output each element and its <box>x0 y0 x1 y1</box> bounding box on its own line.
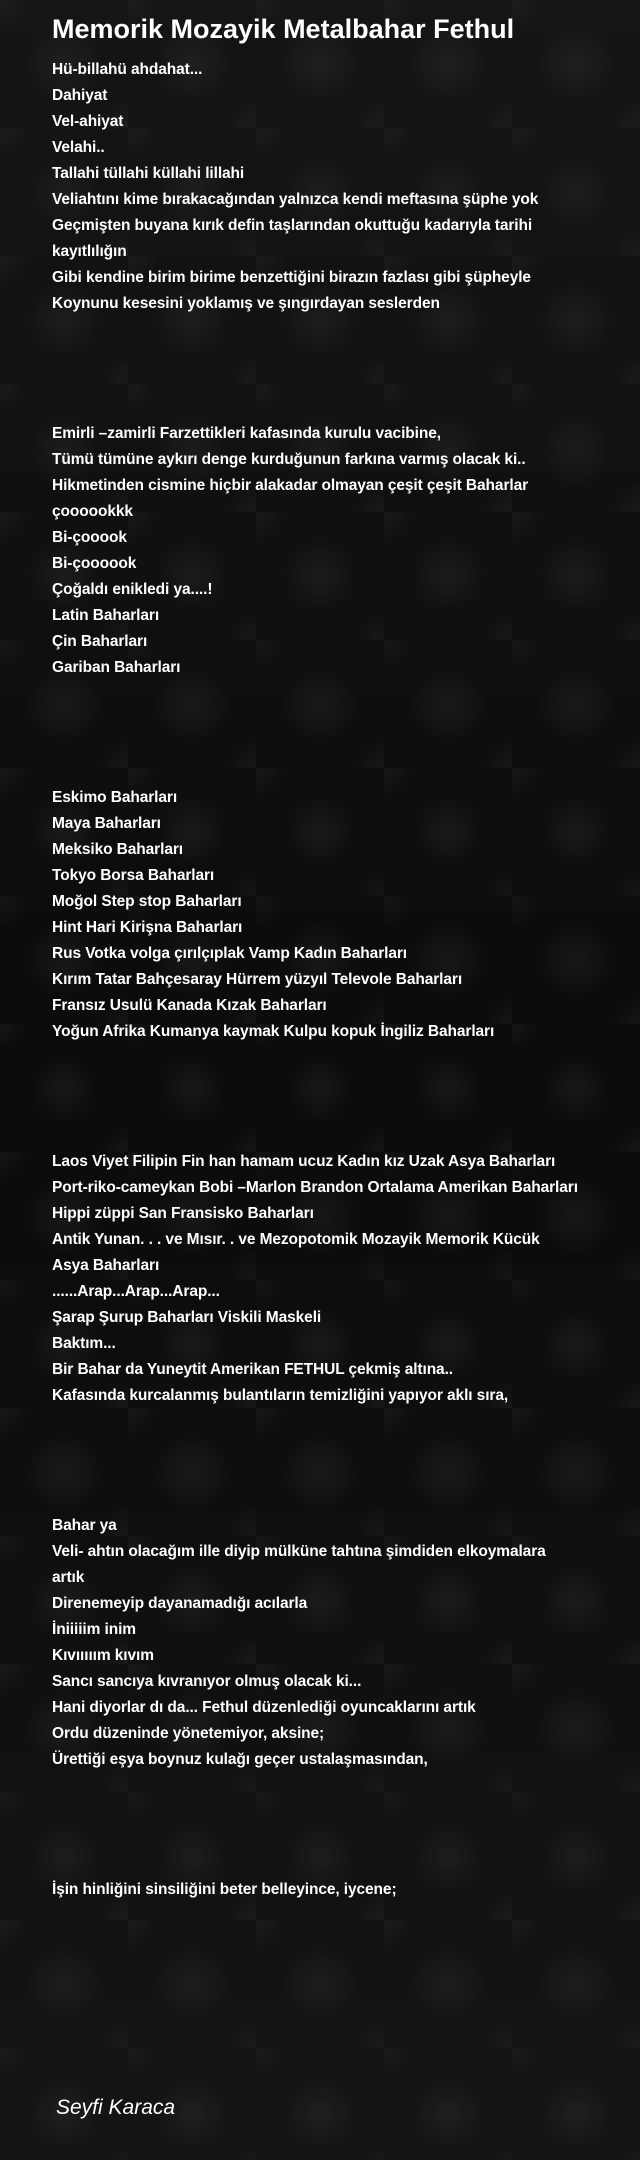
poem-line: Bir Bahar da Yuneytit Amerikan FETHUL çekmiş altına.. <box>52 1361 453 1378</box>
poem-line <box>52 317 612 343</box>
poem-line: artık <box>52 1569 85 1586</box>
poem-line: Hippi züppi San Fransisko Baharları <box>52 1205 314 1222</box>
poem-line: Bi-çoooook <box>52 555 137 572</box>
poem-line: kayıtlılığın <box>52 243 127 260</box>
poem-line <box>52 1097 612 1123</box>
poem-line: Asya Baharları <box>52 1257 160 1274</box>
poem-line <box>52 1071 612 1097</box>
poem-line: çoooookkk <box>52 503 133 520</box>
poem-line: Gibi kendine birim birime benzettiğini birazın fazlası gibi şüpheyle <box>52 269 531 286</box>
poem-line <box>52 1045 612 1071</box>
poem-line: İniiiiim inim <box>52 1621 136 1638</box>
poem-line: Bi-çooook <box>52 529 127 546</box>
poem-line: Meksiko Baharları <box>52 841 183 858</box>
poem-line <box>52 1851 612 1877</box>
poem-line <box>52 1409 612 1435</box>
poem-line: ......Arap...Arap...Arap... <box>52 1283 220 1300</box>
poem-line: Dahiyat <box>52 87 108 104</box>
poem-line: Kırım Tatar Bahçesaray Hürrem yüzyıl Televole Baharları <box>52 971 463 988</box>
poem-body <box>52 57 612 1903</box>
poem-line: Veliahtını kime bırakacağından yalnızca kendi meftasına şüphe yok <box>52 191 539 208</box>
poem-line: Kafasında kurcalanmış bulantıların temizliğini yapıyor aklı sıra, <box>52 1387 509 1404</box>
poem-line <box>52 1435 612 1461</box>
poem-line <box>52 733 612 759</box>
poem-line: Maya Baharları <box>52 815 161 832</box>
poem-line: Sancı sancıya kıvranıyor olmuş olacak ki... <box>52 1673 362 1690</box>
poem-line <box>52 681 612 707</box>
poem-line: Ürettiği eşya boynuz kulağı geçer ustalaşmasından, <box>52 1751 428 1768</box>
poem-line <box>52 759 612 785</box>
poem-line: Eskimo Baharları <box>52 789 178 806</box>
poem-line <box>52 1799 612 1825</box>
poem-line: Çoğaldı enikledi ya....! <box>52 581 213 598</box>
poem-line: Baktım... <box>52 1335 116 1352</box>
poem-line <box>52 1123 612 1149</box>
poem-line: Vel-ahiyat <box>52 113 124 130</box>
poem-line: Direnemeyip dayanamadığı acılarla <box>52 1595 308 1612</box>
poem-line <box>52 369 612 395</box>
poem-author: Seyfi Karaca <box>56 2096 176 2119</box>
poem-line: Fransız Usulü Kanada Kızak Baharları <box>52 997 327 1014</box>
poem-line: Tokyo Borsa Baharları <box>52 867 215 884</box>
poem-line: Port-riko-cameykan Bobi –Marlon Brandon Ortalama Amerikan Baharları <box>52 1179 578 1196</box>
poem-line: Ordu düzeninde yönetemiyor, aksine; <box>52 1725 325 1742</box>
poem-line <box>52 707 612 733</box>
poem-line <box>52 343 612 369</box>
poem-line <box>52 395 612 421</box>
poem-line <box>52 1487 612 1513</box>
poem-line: Gariban Baharları <box>52 659 181 676</box>
poem-line: İşin hinliğini sinsiliğini beter belleyince, iycene; <box>52 1881 397 1898</box>
poem-line: Koynunu kesesini yoklamış ve şıngırdayan seslerden <box>52 295 440 312</box>
poem-title: Memorik Mozayik Metalbahar Fethul <box>52 14 515 44</box>
poem-line: Yoğun Afrika Kumanya kaymak Kulpu kopuk İngiliz Baharları <box>52 1023 495 1040</box>
poem-line: Moğol Step stop Baharları <box>52 893 242 910</box>
poem-line <box>52 1461 612 1487</box>
poem-line: Latin Baharları <box>52 607 160 624</box>
poem-line <box>52 1825 612 1851</box>
poem-line: Hani diyorlar dı da... Fethul düzenlediği oyuncaklarını artık <box>52 1699 476 1716</box>
poem-line: Tallahi tüllahi küllahi lillahi <box>52 165 245 182</box>
poem-line: Şarap Şurup Baharları Viskili Maskeli <box>52 1309 322 1326</box>
poem-line: Hü-billahü ahdahat... <box>52 61 203 78</box>
poem-line: Emirli –zamirli Farzettikleri kafasında kurulu vacibine, <box>52 425 441 442</box>
poem-line: Veli- ahtın olacağım ille diyip mülküne tahtına şimdiden elkoymalara <box>52 1543 546 1560</box>
poem-line: Laos Viyet Filipin Fin han hamam ucuz Kadın kız Uzak Asya Baharları <box>52 1153 556 1170</box>
poem-line: Hint Hari Kirişna Baharları <box>52 919 243 936</box>
poem-line: Kıvııııım kıvım <box>52 1647 154 1664</box>
poem-line <box>52 1773 612 1799</box>
poem-line: Bahar ya <box>52 1517 117 1534</box>
poem-line: Hikmetinden cismine hiçbir alakadar olmayan çeşit çeşit Baharlar <box>52 477 529 494</box>
poem-line: Rus Votka volga çırılçıplak Vamp Kadın Baharları <box>52 945 407 962</box>
poem-line: Tümü tümüne aykırı denge kurduğunun farkına varmış olacak ki.. <box>52 451 526 468</box>
poem-line: Geçmişten buyana kırık defin taşlarından okuttuğu kadarıyla tarihi <box>52 217 533 234</box>
poem <box>52 12 612 1903</box>
poem-line: Velahi.. <box>52 139 105 156</box>
poem-line: Çin Baharları <box>52 633 148 650</box>
poem-line: Antik Yunan. . . ve Mısır. . ve Mezopotomik Mozayik Memorik Kücük <box>52 1231 540 1248</box>
